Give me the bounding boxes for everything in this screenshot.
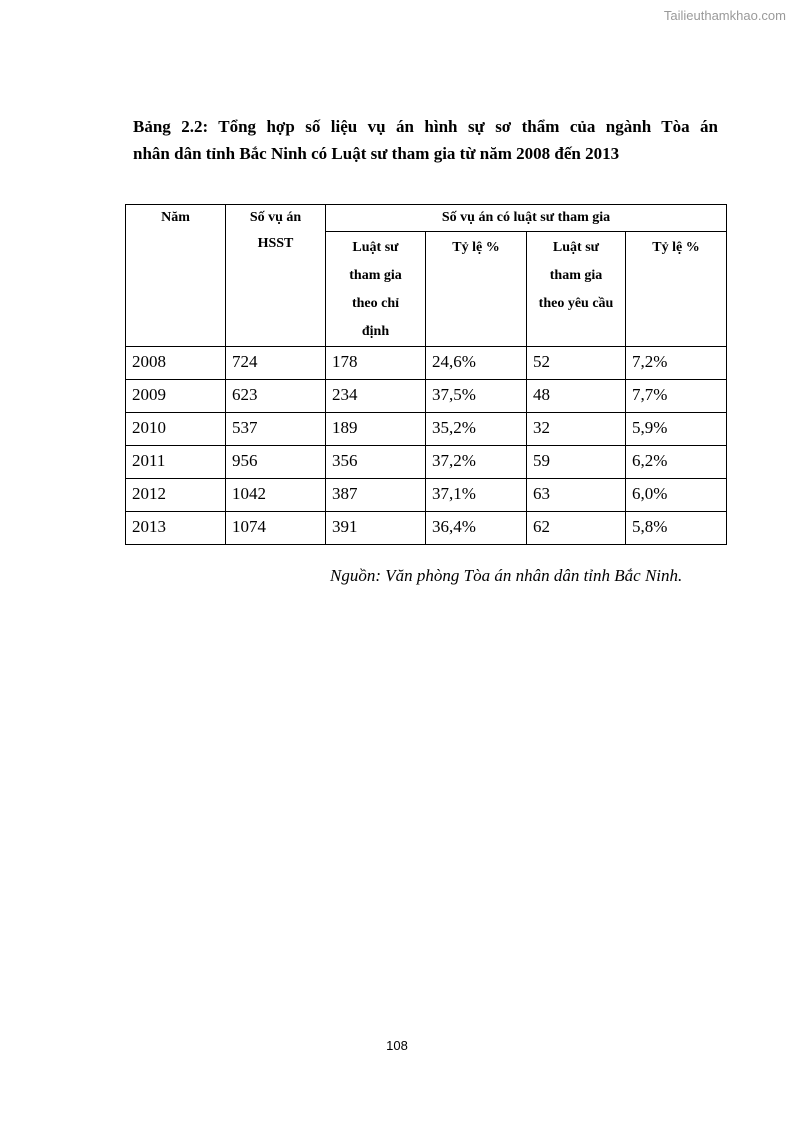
table-row	[126, 413, 727, 446]
cell-appointed: 356	[326, 446, 426, 479]
cell-cases: 724	[226, 347, 326, 380]
cell-rate2: 5,8%	[626, 512, 727, 545]
header-rate-appointed: Tỷ lệ %	[426, 232, 527, 347]
cell-cases: 1074	[226, 512, 326, 545]
cell-cases: 956	[226, 446, 326, 479]
table-row	[126, 380, 727, 413]
cell-cases: 623	[226, 380, 326, 413]
cell-rate2: 5,9%	[626, 413, 727, 446]
cell-rate1: 37,5%	[426, 380, 527, 413]
header-requested: Luật sư tham gia theo yêu cầu	[527, 232, 626, 347]
header-appointed: Luật sư tham gia theo chỉ định	[326, 232, 426, 347]
cell-year: 2010	[126, 413, 226, 446]
table-row	[126, 512, 727, 545]
cell-rate2: 6,2%	[626, 446, 727, 479]
cell-cases: 537	[226, 413, 326, 446]
cell-rate1: 37,2%	[426, 446, 527, 479]
cell-rate1: 35,2%	[426, 413, 527, 446]
cell-requested: 63	[527, 479, 626, 512]
cell-rate1: 37,1%	[426, 479, 527, 512]
header-rate-requested: Tỷ lệ %	[626, 232, 727, 347]
cell-year: 2011	[126, 446, 226, 479]
table-caption-line-1: Bảng 2.2: Tổng hợp số liệu vụ án hình sự sơ thẩm của ngành Tòa án	[133, 117, 718, 136]
statistics-table	[125, 204, 727, 545]
cell-appointed: 387	[326, 479, 426, 512]
cell-rate2: 7,7%	[626, 380, 727, 413]
cell-year: 2009	[126, 380, 226, 413]
header-lawyer-group: Số vụ án có luật sư tham gia	[326, 205, 727, 232]
cell-appointed: 234	[326, 380, 426, 413]
cell-requested: 48	[527, 380, 626, 413]
table-header-row	[126, 205, 727, 232]
cell-appointed: 178	[326, 347, 426, 380]
table-row	[126, 479, 727, 512]
cell-rate2: 7,2%	[626, 347, 727, 380]
cell-year: 2008	[126, 347, 226, 380]
cell-requested: 59	[527, 446, 626, 479]
table-caption	[133, 113, 718, 167]
cell-rate2: 6,0%	[626, 479, 727, 512]
cell-year: 2013	[126, 512, 226, 545]
table-caption-line-2: nhân dân tỉnh Bắc Ninh có Luật sư tham gia từ năm 2008 đến 2013	[133, 144, 620, 163]
cell-requested: 62	[527, 512, 626, 545]
table-row	[126, 347, 727, 380]
page-number: 108	[386, 1038, 408, 1053]
cell-requested: 32	[527, 413, 626, 446]
cell-requested: 52	[527, 347, 626, 380]
cell-rate1: 36,4%	[426, 512, 527, 545]
source-note: Nguồn: Văn phòng Tòa án nhân dân tỉnh Bắc Ninh.	[330, 566, 683, 585]
table-body	[126, 347, 727, 545]
cell-appointed: 189	[326, 413, 426, 446]
cell-rate1: 24,6%	[426, 347, 527, 380]
table-row	[126, 446, 727, 479]
cell-appointed: 391	[326, 512, 426, 545]
watermark: Tailieuthamkhao.com	[663, 8, 786, 23]
cell-cases: 1042	[226, 479, 326, 512]
cell-year: 2012	[126, 479, 226, 512]
header-cases: Số vụ án HSST	[226, 205, 326, 347]
header-year: Năm	[126, 205, 226, 347]
